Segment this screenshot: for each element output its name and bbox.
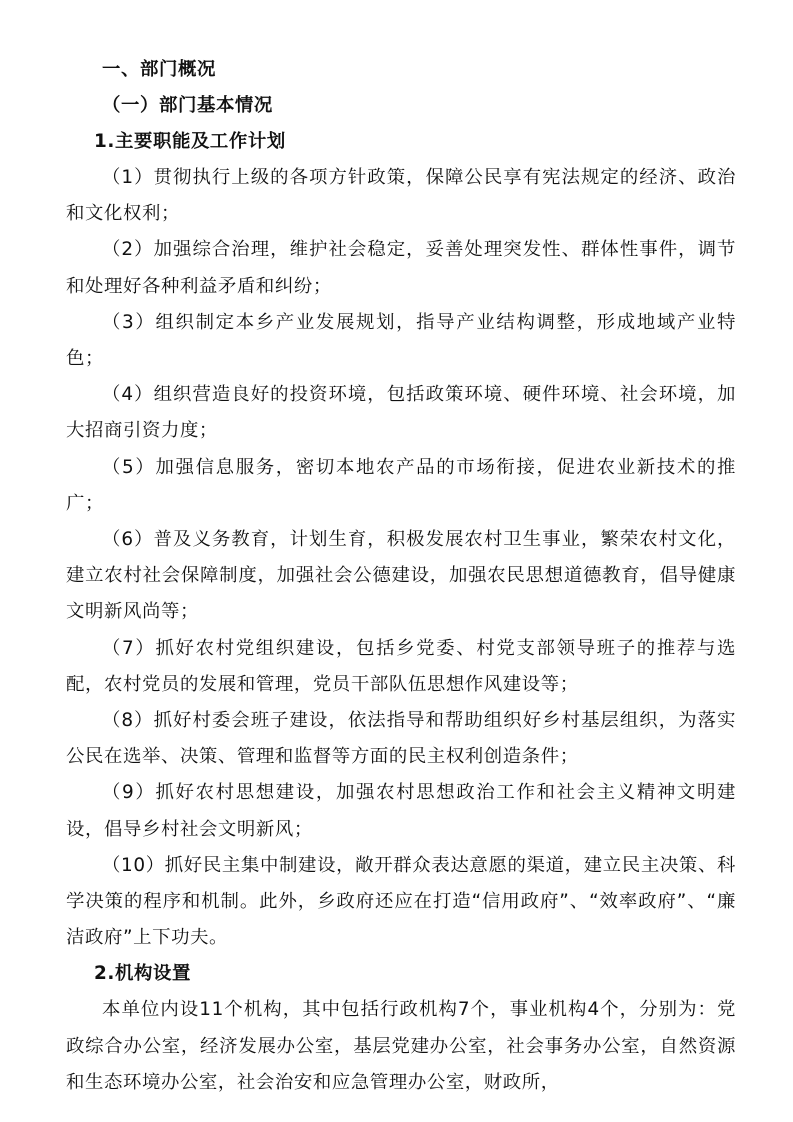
function-item-8: （8）抓好村委会班子建设，依法指导和帮助组织好乡村基层组织，为落实公民在选举、决策、管理和监督等方面的民主权利创造条件； <box>66 710 736 768</box>
subsection-heading: （一）部门基本情况 <box>102 95 273 116</box>
section-heading: 一、部门概况 <box>102 59 216 80</box>
function-item-7: （7）抓好农村党组织建设，包括乡党委、村党支部领导班子的推荐与选配，农村党员的发展和管理，党员干部队伍思想作风建设等； <box>66 637 736 695</box>
function-item-9: （9）抓好农村思想建设，加强农村思想政治工作和社会主义精神文明建设，倡导乡村社会文明新风； <box>66 782 736 840</box>
function-item-10: （10）抓好民主集中制建设，敞开群众表达意愿的渠道，建立民主决策、科学决策的程序和机制。此外，乡政府还应在打造“信用政府”、“效率政府”、“廉洁政府”上下功夫。 <box>66 854 736 949</box>
function-item-3: （3）组织制定本乡产业发展规划，指导产业结构调整，形成地域产业特色； <box>66 311 736 370</box>
function-item-2: （2）加强综合治理，维护社会稳定，妥善处理突发性、群体性事件，调节和处理好各种利益矛盾和纠纷； <box>66 239 736 297</box>
org-heading: 2.机构设置 <box>94 963 191 985</box>
document-body <box>66 52 736 1101</box>
function-item-6: （6）普及义务教育，计划生育，积极发展农村卫生事业，繁荣农村文化，建立农村社会保障制度，加强社会公德建设，加强农民思想道德教育，倡导健康文明新风尚等； <box>66 529 736 623</box>
function-item-4: （4）组织营造良好的投资环境，包括政策环境、硬件环境、社会环境，加大招商引资力度； <box>66 384 736 442</box>
org-paragraph: 本单位内设11个机构，其中包括行政机构7个，事业机构4个，分别为：党政综合办公室，经济发展办公室，基层党建办公室，社会事务办公室，自然资源和生态环境办公室，社会治安和应急管理办公室，财政所， <box>66 999 736 1093</box>
function-item-1: （1）贯彻执行上级的各项方针政策，保障公民享有宪法规定的经济、政治和文化权利； <box>66 167 736 225</box>
function-item-5: （5）加强信息服务，密切本地农产品的市场衔接，促进农业新技术的推广； <box>66 456 736 514</box>
functions-heading: 1.主要职能及工作计划 <box>94 131 286 152</box>
